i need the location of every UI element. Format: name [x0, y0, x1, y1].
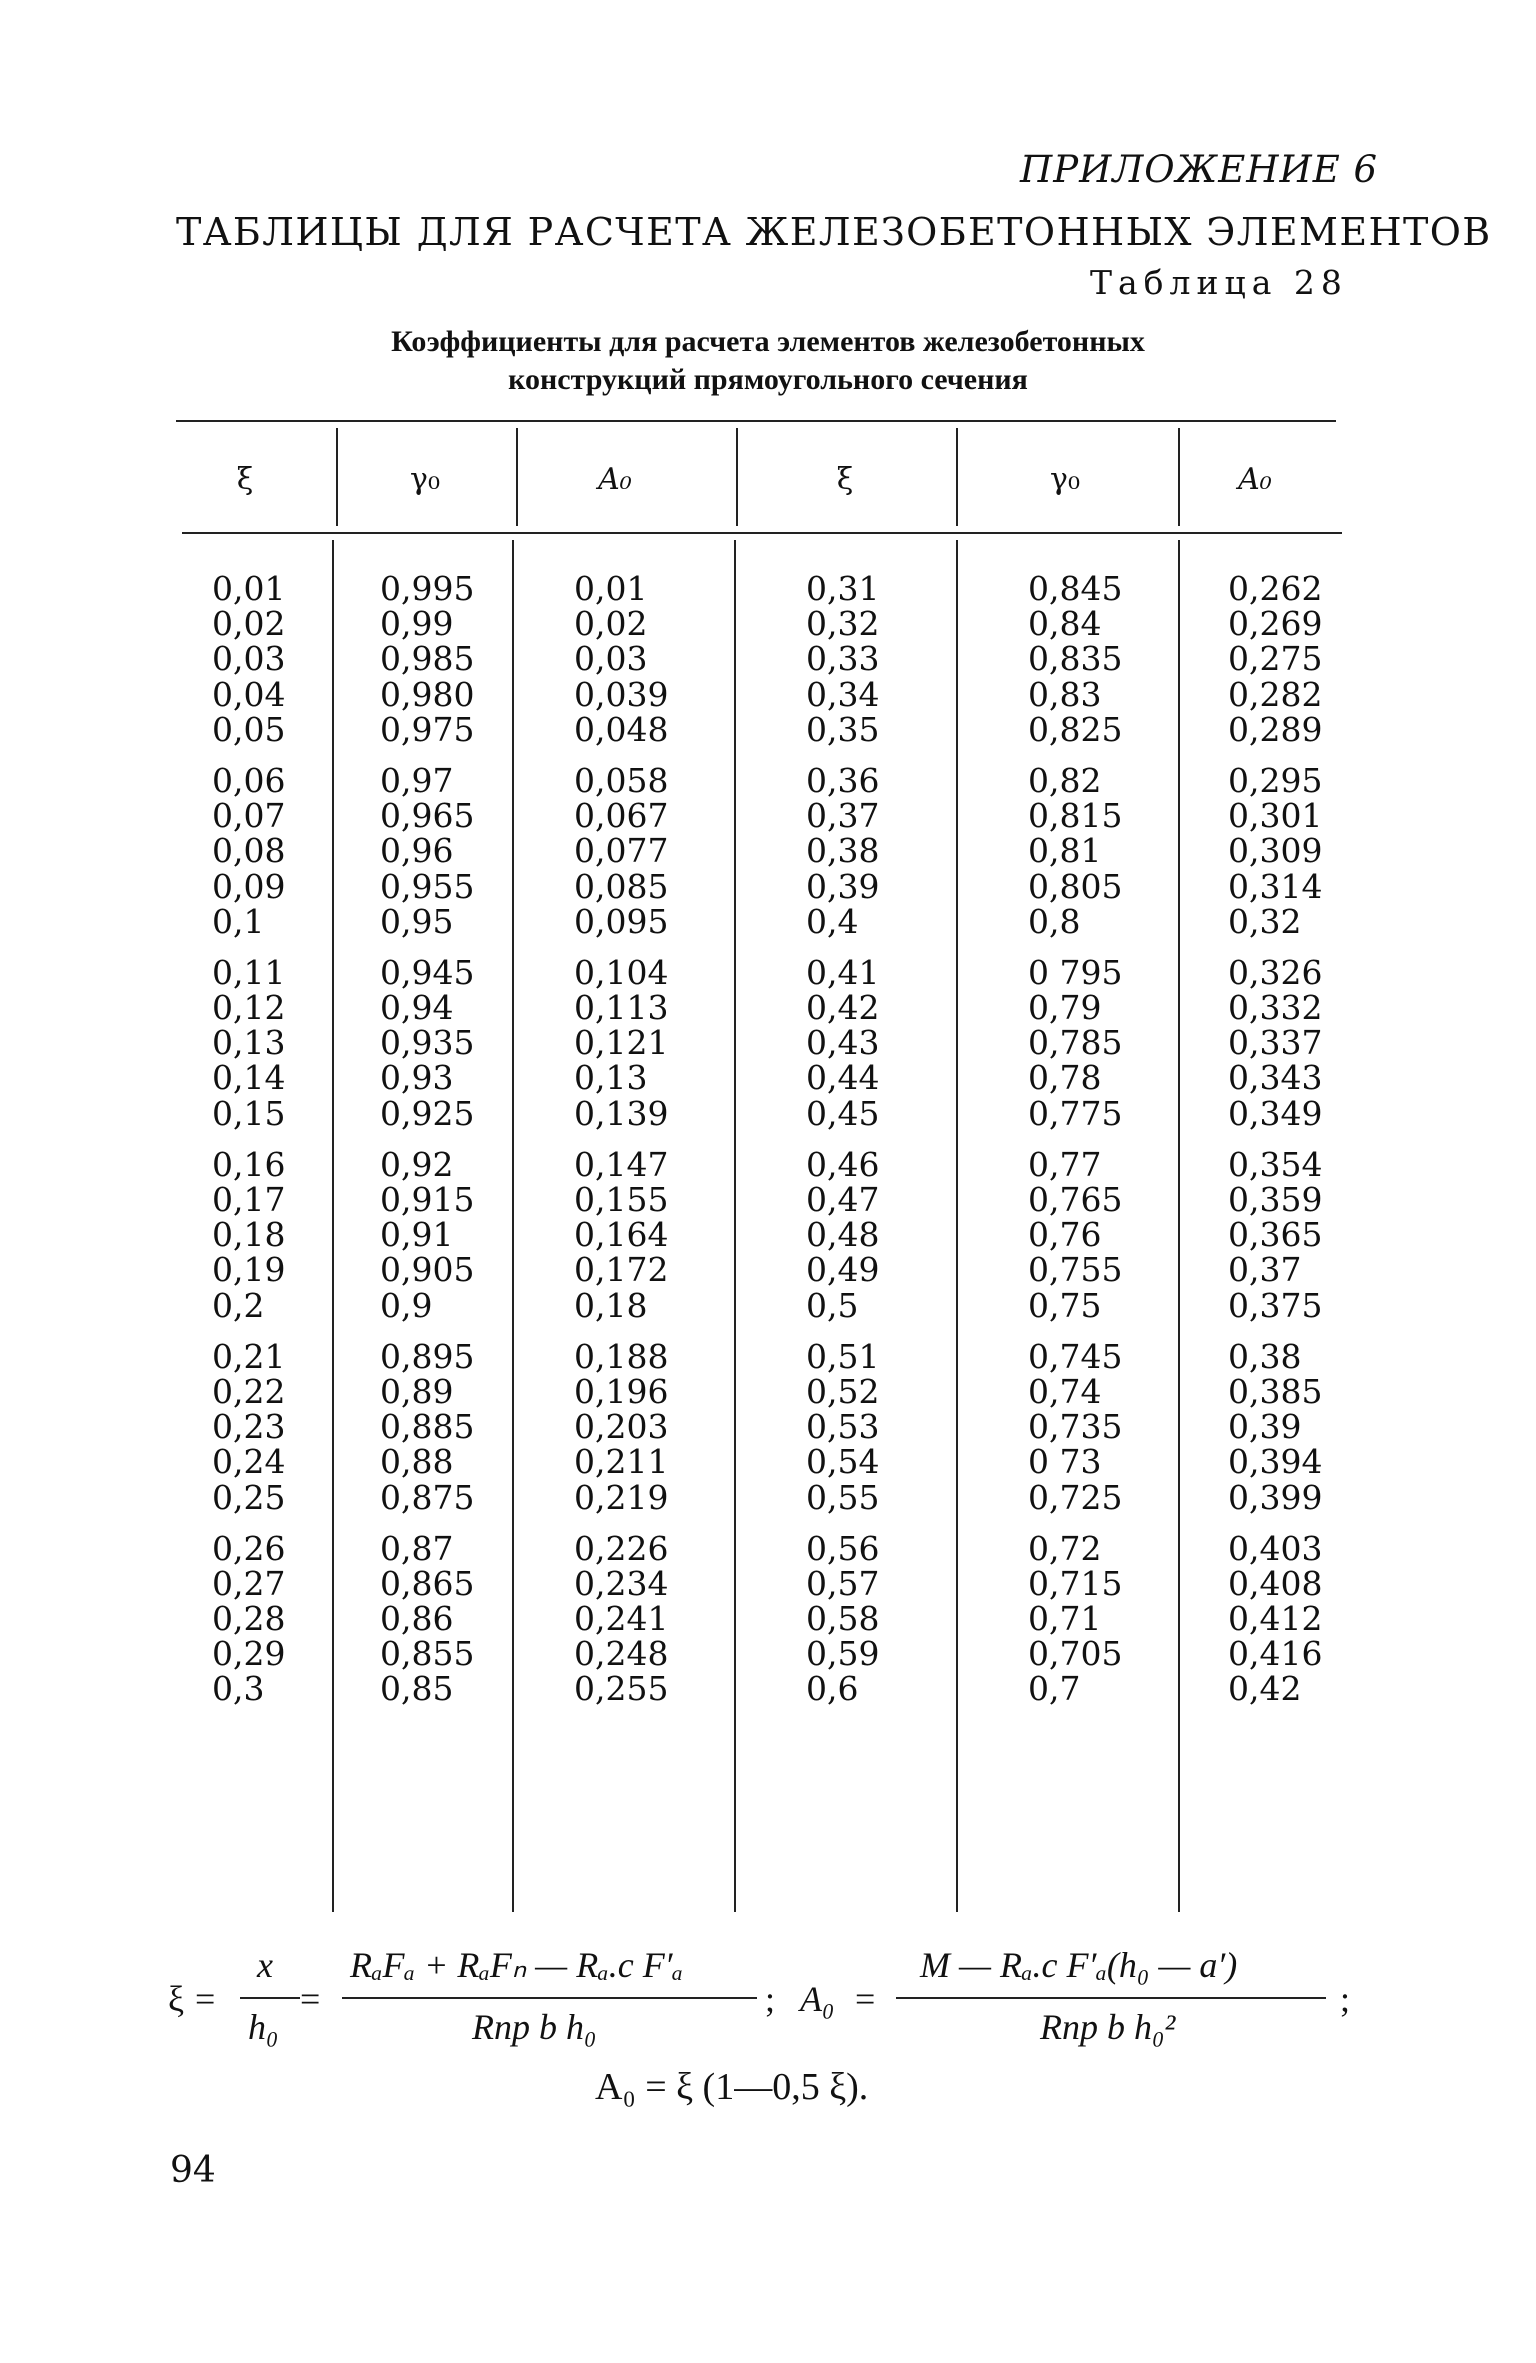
table-cell: 0,94: [380, 988, 454, 1028]
table-cell: 0,71: [1028, 1599, 1102, 1639]
table-cell: 0,895: [380, 1336, 475, 1376]
table-cell: 0,83: [1028, 674, 1102, 714]
table-cell: 0,97: [380, 760, 454, 800]
table-cell: 0,81: [1028, 831, 1102, 871]
page-number: 94: [170, 2150, 216, 2191]
table-cell: 0,16: [212, 1144, 286, 1184]
table-cell: 0,48: [806, 1215, 880, 1255]
table-cell: 0,925: [380, 1093, 475, 1133]
table-cell: 0,46: [806, 1144, 880, 1184]
table-cell: 0,295: [1228, 760, 1323, 800]
table-cell: 0,31: [806, 569, 880, 608]
table-cell: 0,935: [380, 1023, 475, 1063]
table-header-rule: [182, 532, 1342, 534]
column-xi-1: [212, 571, 285, 1723]
table-cell: 0,49: [806, 1250, 880, 1290]
table-cell: 0,74: [1028, 1371, 1102, 1411]
table-cell: 0,203: [574, 1407, 669, 1447]
table-cell: 0,11: [212, 952, 286, 992]
table-cell: 0,394: [1228, 1442, 1323, 1482]
table-cell: 0,42: [806, 988, 880, 1028]
formula-a0-definition: A₀ = ξ (1—0,5 ξ).: [595, 2066, 869, 2108]
row-group: [1028, 1528, 1123, 1709]
table-cell: 0,725: [1028, 1477, 1123, 1517]
table-cell: 0,875: [380, 1477, 475, 1517]
table-cell: 0,385: [1228, 1371, 1323, 1411]
table-cell: 0,985: [380, 639, 475, 679]
table-cell: 0,188: [574, 1336, 669, 1376]
table-cell: 0,14: [212, 1058, 286, 1098]
table-cell: 0,745: [1028, 1336, 1123, 1376]
table-cell: 0,77: [1028, 1144, 1102, 1184]
table-cell: 0,359: [1228, 1180, 1323, 1219]
row-group: [574, 1528, 669, 1709]
table-cell: 0,55: [806, 1477, 880, 1517]
table-cell: 0,805: [1028, 866, 1123, 906]
table-cell: 0,23: [212, 1407, 286, 1447]
table-cell: 0,975: [380, 709, 475, 749]
column-divider-3: [736, 428, 738, 526]
table-cell: 0,56: [806, 1528, 880, 1568]
table-cell: 0,399: [1228, 1477, 1323, 1517]
formula-bar-2: [342, 1997, 757, 1999]
row-group: [574, 760, 669, 941]
table-cell: 0,39: [806, 866, 880, 906]
table-cell: 0,219: [574, 1477, 669, 1517]
row-group: [1228, 1528, 1323, 1709]
formula-eq-1: =: [195, 1979, 216, 2019]
column-divider-body-3: [734, 540, 736, 1912]
table-number: Таблица 28: [1090, 263, 1348, 302]
table-cell: 0,412: [1228, 1599, 1323, 1639]
table-cell: 0,164: [574, 1215, 669, 1255]
table-cell: 0,36: [806, 760, 880, 800]
table-cell: 0,715: [1028, 1563, 1123, 1603]
row-group: [380, 760, 475, 941]
row-group: [1228, 571, 1322, 747]
table-cell: 0,84: [1028, 604, 1102, 644]
formula-block: [150, 1940, 1380, 2080]
table-cell: 0,945: [380, 952, 475, 992]
table-cell: 0,275: [1228, 639, 1323, 679]
column-divider-body-2: [512, 540, 514, 1912]
formula-numerator-1: RₐFₐ + RₐFₙ — Rₐ.c F′ₐ: [350, 1945, 684, 1985]
table-cell: 0,408: [1228, 1563, 1323, 1603]
table-cell: 0,309: [1228, 831, 1323, 871]
table-top-rule: [176, 420, 1336, 422]
table-cell: 0,139: [574, 1093, 669, 1133]
table-cell: 0,255: [574, 1669, 669, 1709]
row-group: [574, 1336, 669, 1517]
formula-eq-3: =: [855, 1979, 876, 2019]
formula-xi: ξ: [168, 1979, 185, 2019]
table-cell: 0,27: [212, 1563, 286, 1603]
table-cell: 0,38: [1228, 1336, 1302, 1376]
table-cell: 0,077: [574, 831, 669, 871]
row-group: [806, 1528, 880, 1709]
column-divider-5: [1178, 428, 1180, 526]
row-group: [212, 1336, 286, 1517]
table-cell: 0 73: [1028, 1442, 1102, 1482]
table-cell: 0,75: [1028, 1285, 1102, 1325]
table-cell: 0,085: [574, 866, 669, 906]
table-cell: 0,35: [806, 709, 880, 749]
table-cell: 0,53: [806, 1407, 880, 1447]
table-cell: 0,785: [1028, 1023, 1123, 1063]
table-cell: 0,06: [212, 760, 286, 800]
formula-bar-3: [896, 1997, 1326, 1999]
table-cell: 0,8: [1028, 901, 1081, 941]
table-cell: 0,45: [806, 1093, 880, 1133]
table-cell: 0,57: [806, 1563, 880, 1603]
table-cell: 0,37: [806, 796, 880, 836]
table-cell: 0,765: [1028, 1180, 1123, 1219]
row-group: [1028, 571, 1122, 747]
table-cell: 0,4: [806, 901, 859, 941]
table-cell: 0,72: [1028, 1528, 1102, 1568]
table-cell: 0,04: [212, 674, 286, 714]
table-cell: 0,326: [1228, 952, 1323, 992]
table-cell: 0,38: [806, 831, 880, 871]
table-cell: 0,43: [806, 1023, 880, 1063]
row-group: [806, 952, 880, 1133]
row-group: [1028, 760, 1123, 941]
table-cell: 0,03: [574, 639, 648, 679]
table-cell: 0,41: [806, 952, 880, 992]
table-cell: 0,34: [806, 674, 880, 714]
table-cell: 0,17: [212, 1180, 286, 1219]
table-cell: 0,93: [380, 1058, 454, 1098]
table-cell: 0,39: [1228, 1407, 1302, 1447]
column-divider-1: [336, 428, 338, 526]
table-cell: 0,155: [574, 1180, 669, 1219]
table-cell: 0,02: [212, 604, 286, 644]
table-cell: 0,96: [380, 831, 454, 871]
table-cell: 0,226: [574, 1528, 669, 1568]
formula-bar-1: [240, 1997, 300, 1999]
table-cell: 0,03: [212, 639, 286, 679]
table-cell: 0,735: [1028, 1407, 1123, 1447]
table-cell: 0,354: [1228, 1144, 1323, 1184]
table-cell: 0,33: [806, 639, 880, 679]
table-cell: 0,048: [574, 709, 669, 749]
table-cell: 0,9: [380, 1285, 433, 1325]
row-group: [806, 1336, 880, 1517]
table-cell: 0,24: [212, 1442, 286, 1482]
table-cell: 0,6: [806, 1669, 859, 1709]
table-cell: 0,416: [1228, 1634, 1323, 1674]
row-group: [806, 571, 879, 747]
row-group: [1028, 1336, 1123, 1517]
table-cell: 0,19: [212, 1250, 286, 1290]
column-divider-body-4: [956, 540, 958, 1912]
table-cell: 0,332: [1228, 988, 1323, 1028]
row-group: [574, 571, 668, 747]
table-cell: 0,865: [380, 1563, 475, 1603]
table-cell: 0,375: [1228, 1285, 1323, 1325]
table-cell: 0,980: [380, 674, 475, 714]
table-cell: 0,058: [574, 760, 669, 800]
table-cell: 0,995: [380, 569, 475, 608]
table-cell: 0,02: [574, 604, 648, 644]
table-cell: 0,09: [212, 866, 286, 906]
table-cell: 0,76: [1028, 1215, 1102, 1255]
table-cell: 0,37: [1228, 1250, 1302, 1290]
column-gamma0-2: [1028, 571, 1122, 1723]
table-cell: 0,25: [212, 1477, 286, 1517]
formula-a0: A₀: [800, 1979, 835, 2019]
table-cell: 0,87: [380, 1528, 454, 1568]
table-cell: 0,248: [574, 1634, 669, 1674]
column-a0-2: [1228, 571, 1322, 1723]
formula-tail: ;: [1340, 1979, 1351, 2019]
table-cell: 0,21: [212, 1336, 286, 1376]
table-cell: 0,44: [806, 1058, 880, 1098]
table-cell: 0,282: [1228, 674, 1323, 714]
table-cell: 0,825: [1028, 709, 1123, 749]
row-group: [1228, 1144, 1323, 1325]
table-cell: 0,78: [1028, 1058, 1102, 1098]
table-cell: 0,349: [1228, 1093, 1323, 1133]
table-cell: 0,039: [574, 674, 669, 714]
header-a0-2: A₀: [1238, 462, 1272, 497]
table-cell: 0,965: [380, 796, 475, 836]
formula-separator: ;: [765, 1979, 776, 2019]
table-cell: 0,955: [380, 866, 475, 906]
row-group: [380, 1528, 475, 1709]
table-cell: 0,095: [574, 901, 669, 941]
section-title: ТАБЛИЦЫ ДЛЯ РАСЧЕТА ЖЕЛЕЗОБЕТОННЫХ ЭЛЕМЕНТОВ: [176, 210, 1492, 254]
caption-line-1: Коэффициенты для расчета элементов железобетонных: [391, 325, 1145, 358]
table-cell: 0,59: [806, 1634, 880, 1674]
row-group: [574, 952, 669, 1133]
table-cell: 0,835: [1028, 639, 1123, 679]
table-cell: 0,1: [212, 901, 265, 941]
column-divider-2: [516, 428, 518, 526]
row-group: [574, 1144, 669, 1325]
table-cell: 0,88: [380, 1442, 454, 1482]
table-cell: 0,403: [1228, 1528, 1323, 1568]
header-xi-1: ξ: [236, 462, 254, 497]
row-group: [212, 571, 285, 747]
table-cell: 0,121: [574, 1023, 669, 1063]
row-group: [380, 571, 474, 747]
table-cell: 0,99: [380, 604, 454, 644]
table-cell: 0,067: [574, 796, 669, 836]
table-cell: 0,82: [1028, 760, 1102, 800]
header-gamma0-1: γ₀: [410, 462, 440, 497]
table-cell: 0,47: [806, 1180, 880, 1219]
column-divider-body-1: [332, 540, 334, 1912]
table-cell: 0,915: [380, 1180, 475, 1219]
table-cell: 0,08: [212, 831, 286, 871]
table-cell: 0,147: [574, 1144, 669, 1184]
table-cell: 0,196: [574, 1371, 669, 1411]
table-cell: 0,3: [212, 1669, 265, 1709]
table-cell: 0,211: [574, 1442, 669, 1482]
table-cell: 0,86: [380, 1599, 454, 1639]
table-cell: 0,07: [212, 796, 286, 836]
table-cell: 0,01: [212, 569, 286, 608]
table-cell: 0,18: [574, 1285, 648, 1325]
table-cell: 0,5: [806, 1285, 859, 1325]
table-cell: 0,01: [574, 569, 648, 608]
formula-h0: h₀: [248, 2007, 279, 2047]
table-cell: 0,885: [380, 1407, 475, 1447]
table-cell: 0,113: [574, 988, 669, 1028]
table-cell: 0,51: [806, 1336, 880, 1376]
table-cell: 0,92: [380, 1144, 454, 1184]
table-cell: 0,314: [1228, 866, 1323, 906]
table-cell: 0,172: [574, 1250, 669, 1290]
table-cell: 0,13: [212, 1023, 286, 1063]
table-cell: 0,855: [380, 1634, 475, 1674]
table-cell: 0,269: [1228, 604, 1323, 644]
header-gamma0-2: γ₀: [1050, 462, 1080, 497]
table-cell: 0,32: [1228, 901, 1302, 941]
table-cell: 0,54: [806, 1442, 880, 1482]
table-cell: 0,52: [806, 1371, 880, 1411]
row-group: [380, 1336, 475, 1517]
row-group: [380, 1144, 475, 1325]
table-cell: 0,32: [806, 604, 880, 644]
row-group: [212, 760, 286, 941]
row-group: [380, 952, 475, 1133]
row-group: [806, 1144, 880, 1325]
table-cell: 0,15: [212, 1093, 286, 1133]
table-cell: 0,343: [1228, 1058, 1323, 1098]
table-cell: 0,18: [212, 1215, 286, 1255]
table-cell: 0,289: [1228, 709, 1323, 749]
header-a0-1: A₀: [598, 462, 632, 497]
table-cell: 0,85: [380, 1669, 454, 1709]
table-cell: 0,815: [1028, 796, 1123, 836]
formula-x: x: [257, 1945, 273, 1985]
table-cell: 0,22: [212, 1371, 286, 1411]
column-xi-2: [806, 571, 879, 1723]
table-cell: 0,13: [574, 1058, 648, 1098]
table-cell: 0,58: [806, 1599, 880, 1639]
table-cell: 0,91: [380, 1215, 454, 1255]
column-divider-4: [956, 428, 958, 526]
table-cell: 0,26: [212, 1528, 286, 1568]
row-group: [1028, 952, 1123, 1133]
table-cell: 0,89: [380, 1371, 454, 1411]
row-group: [1228, 952, 1323, 1133]
table-cell: 0,241: [574, 1599, 669, 1639]
formula-denominator-2: Rпр b h₀²: [1040, 2007, 1176, 2047]
table-cell: 0,365: [1228, 1215, 1323, 1255]
table-cell: 0,05: [212, 709, 286, 749]
table-cell: 0,2: [212, 1285, 265, 1325]
table-cell: 0,301: [1228, 796, 1323, 836]
table-cell: 0,234: [574, 1563, 669, 1603]
table-cell: 0,79: [1028, 988, 1102, 1028]
row-group: [212, 1528, 286, 1709]
table-cell: 0,705: [1028, 1634, 1123, 1674]
row-group: [1028, 1144, 1123, 1325]
table-cell: 0,12: [212, 988, 286, 1028]
table-cell: 0,29: [212, 1634, 286, 1674]
row-group: [1228, 760, 1323, 941]
row-group: [212, 952, 286, 1133]
column-a0-1: [574, 571, 668, 1723]
row-group: [806, 760, 880, 941]
table-cell: 0 795: [1028, 952, 1123, 992]
formula-eq-2: =: [300, 1979, 321, 2019]
column-gamma0-1: [380, 571, 474, 1723]
formula-denominator-1: Rпр b h₀: [472, 2007, 597, 2047]
table-cell: 0,262: [1228, 569, 1323, 608]
table-cell: 0,28: [212, 1599, 286, 1639]
table-cell: 0,104: [574, 952, 669, 992]
table-cell: 0,42: [1228, 1669, 1302, 1709]
column-divider-body-5: [1178, 540, 1180, 1912]
table-cell: 0,95: [380, 901, 454, 941]
header-xi-2: ξ: [836, 462, 854, 497]
appendix-label: ПРИЛОЖЕНИЕ 6: [1020, 148, 1379, 191]
table-cell: 0,7: [1028, 1669, 1081, 1709]
caption-line-2: конструкций прямоугольного сечения: [508, 363, 1028, 396]
table-cell: 0,775: [1028, 1093, 1123, 1133]
table-cell: 0,905: [380, 1250, 475, 1290]
table-cell: 0,755: [1028, 1250, 1123, 1290]
row-group: [212, 1144, 286, 1325]
formula-numerator-2: M — Rₐ.c F′ₐ(h₀ — a′): [920, 1945, 1238, 1985]
table-caption: [0, 323, 1536, 399]
table-cell: 0,845: [1028, 569, 1123, 608]
row-group: [1228, 1336, 1323, 1517]
table-cell: 0,337: [1228, 1023, 1323, 1063]
